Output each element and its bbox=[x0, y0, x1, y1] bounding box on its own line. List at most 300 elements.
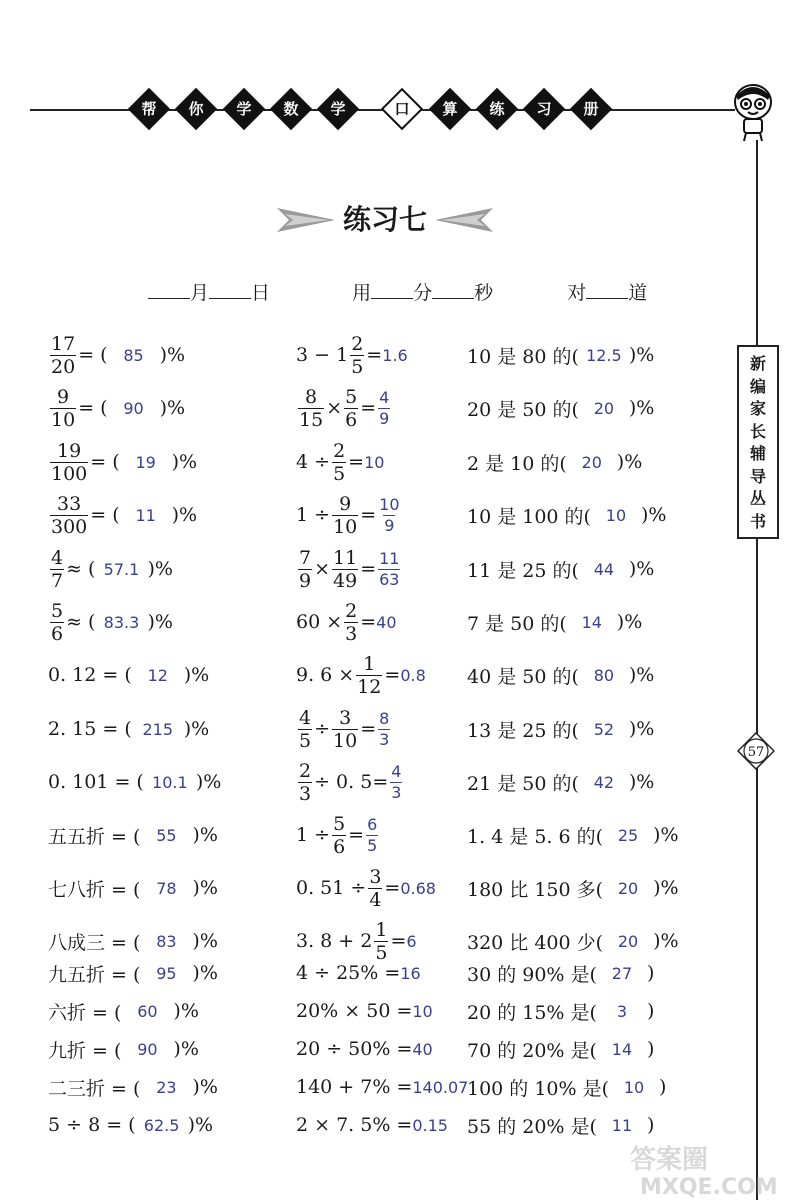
minute-label: 分 bbox=[413, 282, 433, 304]
equals-sign: = bbox=[360, 397, 377, 419]
expression: 六折 = ( bbox=[48, 1001, 122, 1024]
denominator: 9 bbox=[299, 569, 312, 592]
expression: 九折 = ( bbox=[48, 1039, 122, 1062]
exercise-col2-item bbox=[296, 756, 404, 808]
exercise-col3-item bbox=[467, 992, 654, 1030]
denominator: 49 bbox=[333, 569, 358, 592]
answer-blank[interactable]: 10.1 bbox=[152, 772, 188, 792]
answer-fraction bbox=[378, 388, 390, 429]
percent-paren: )% bbox=[192, 930, 218, 952]
exercise-col2-item bbox=[296, 596, 397, 648]
answer-value[interactable]: 40 bbox=[412, 1039, 433, 1059]
percent-paren: )% bbox=[147, 611, 173, 633]
answer-blank[interactable]: 95 bbox=[156, 963, 177, 983]
percent-paren: )% bbox=[192, 877, 218, 899]
book-series-char: 新 bbox=[749, 354, 766, 373]
numerator: 17 bbox=[51, 332, 76, 355]
equals-sign: = bbox=[348, 451, 365, 473]
numerator: 19 bbox=[57, 439, 82, 462]
answer-blank[interactable]: 10 bbox=[623, 1077, 645, 1097]
exercise-col2-item bbox=[296, 489, 403, 541]
percent-paren: )% bbox=[628, 771, 655, 793]
operator: × bbox=[314, 558, 331, 580]
equals-sign: = bbox=[372, 771, 389, 793]
expression: 5 ÷ 8 = ( bbox=[48, 1114, 136, 1136]
numerator: 3 bbox=[369, 865, 382, 888]
fraction bbox=[332, 493, 358, 538]
question-text: 20 是 50 的( bbox=[467, 398, 579, 421]
question-text: 180 比 150 多( bbox=[467, 878, 604, 901]
answer-blank[interactable]: 90 bbox=[137, 1039, 158, 1059]
denominator: 5 bbox=[375, 941, 388, 964]
answer-blank[interactable]: 44 bbox=[593, 559, 615, 579]
series-char: 册 bbox=[583, 100, 599, 118]
answer-blank[interactable]: 52 bbox=[593, 719, 615, 739]
month-blank[interactable] bbox=[148, 280, 190, 299]
question-text: 7 是 50 的( bbox=[467, 612, 567, 635]
fraction bbox=[368, 866, 382, 911]
question-text: 21 是 50 的( bbox=[467, 772, 579, 795]
answer-blank[interactable]: 20 bbox=[593, 398, 615, 418]
equals-sign: = bbox=[366, 344, 383, 366]
series-char: 学 bbox=[236, 100, 252, 118]
percent-paren: )% bbox=[616, 451, 643, 473]
equals-sign: = bbox=[384, 664, 401, 686]
cartoon-mascot-icon bbox=[728, 80, 778, 142]
equals-paren: = ( bbox=[90, 504, 120, 526]
percent-paren: )% bbox=[187, 1114, 214, 1136]
answer-value[interactable]: 16 bbox=[400, 963, 421, 983]
exercise-col3-item bbox=[467, 809, 679, 861]
exercise-col2-item bbox=[296, 862, 436, 914]
expression-prefix: 4 ÷ bbox=[296, 451, 331, 473]
fraction bbox=[332, 440, 346, 485]
exercise-col1-item bbox=[48, 756, 221, 808]
percent-paren: )% bbox=[159, 397, 186, 419]
exercise-col2-item bbox=[296, 382, 392, 434]
series-char: 你 bbox=[188, 100, 204, 118]
percent-paren: )% bbox=[192, 824, 218, 846]
percent-paren: )% bbox=[628, 397, 655, 419]
count-label: 道 bbox=[628, 282, 648, 304]
fraction bbox=[356, 653, 382, 698]
series-char-diamond bbox=[223, 88, 265, 130]
answer-denominator: 9 bbox=[384, 515, 395, 535]
fraction bbox=[344, 386, 358, 431]
exercise-col3-item bbox=[467, 954, 654, 992]
numerator: 2 bbox=[351, 332, 364, 355]
exercise-col2-item bbox=[296, 954, 421, 992]
operator: × bbox=[326, 397, 343, 419]
exercise-col2-item bbox=[296, 543, 402, 595]
denominator: 15 bbox=[299, 408, 324, 431]
series-char-diamond bbox=[523, 88, 565, 130]
percent-paren: )% bbox=[195, 771, 222, 793]
exercise-col3-item bbox=[467, 1068, 666, 1106]
watermark-logo bbox=[620, 1140, 790, 1200]
denominator: 20 bbox=[51, 355, 76, 378]
denominator: 6 bbox=[345, 408, 358, 431]
expression-prefix: 60 × bbox=[296, 611, 343, 633]
exercise-col1-item bbox=[48, 1068, 218, 1106]
denominator: 10 bbox=[51, 408, 76, 431]
percent-paren: )% bbox=[171, 504, 198, 526]
denominator: 100 bbox=[51, 462, 88, 485]
answer-blank[interactable]: 55 bbox=[156, 825, 177, 845]
answer-numerator: 4 bbox=[379, 387, 390, 407]
answer-denominator: 63 bbox=[379, 569, 400, 589]
percent-paren: )% bbox=[616, 611, 643, 633]
answer-blank[interactable]: 11 bbox=[611, 1115, 633, 1135]
exercise-col3-item bbox=[467, 1106, 654, 1144]
series-char-diamond bbox=[429, 88, 471, 130]
answer-fraction bbox=[390, 762, 402, 803]
answer-blank[interactable]: 14 bbox=[581, 612, 602, 632]
answer-blank[interactable]: 20 bbox=[617, 931, 639, 951]
question-text: 320 比 400 少( bbox=[467, 931, 604, 954]
denominator: 3 bbox=[299, 782, 312, 805]
fraction bbox=[50, 547, 64, 592]
expression-prefix: 1 ÷ bbox=[296, 504, 331, 526]
answer-blank[interactable]: 23 bbox=[156, 1077, 177, 1097]
answer-blank[interactable]: 20 bbox=[581, 452, 602, 472]
exercise-col3-item bbox=[467, 1030, 654, 1068]
percent-paren: )% bbox=[173, 1000, 199, 1022]
answer-value[interactable]: 1.6 bbox=[382, 345, 408, 365]
numerator: 7 bbox=[299, 546, 312, 569]
denominator: 12 bbox=[357, 675, 382, 698]
svg-text:答案圈: 答案圈 bbox=[630, 1145, 709, 1175]
answer-fraction bbox=[378, 709, 390, 750]
percent-paren: )% bbox=[628, 558, 655, 580]
expression-prefix: 3. 8 + 2 bbox=[296, 930, 373, 952]
numerator: 3 bbox=[339, 706, 352, 729]
percent-paren: )% bbox=[192, 962, 218, 984]
numerator: 5 bbox=[345, 385, 358, 408]
numerator: 4 bbox=[51, 546, 64, 569]
series-char-diamond bbox=[570, 88, 612, 130]
denominator: 300 bbox=[51, 515, 88, 538]
answer-value[interactable]: 0.8 bbox=[400, 665, 426, 685]
expression: 七八折 = ( bbox=[48, 878, 141, 901]
numerator: 1 bbox=[375, 918, 388, 941]
exercise-col1-item bbox=[48, 543, 173, 595]
answer-blank[interactable]: 12 bbox=[147, 665, 168, 685]
exercise-col3-item bbox=[467, 756, 654, 808]
exercise-col1-item bbox=[48, 436, 197, 488]
percent-paren: )% bbox=[183, 664, 210, 686]
answer-numerator: 6 bbox=[367, 814, 378, 834]
answer-value[interactable]: 0.68 bbox=[400, 878, 436, 898]
expression-prefix: 3 − 1 bbox=[296, 344, 349, 366]
answer-blank[interactable]: 10 bbox=[605, 505, 627, 525]
exercise-col3-item bbox=[467, 382, 654, 434]
book-series-char: 丛 bbox=[749, 489, 766, 508]
numerator: 33 bbox=[57, 492, 82, 515]
percent-paren: ) bbox=[646, 1114, 655, 1136]
equals-paren: ≈ ( bbox=[66, 558, 96, 580]
second-label: 秒 bbox=[474, 282, 494, 304]
percent-paren: )% bbox=[183, 718, 210, 740]
answer-blank[interactable]: 57.1 bbox=[103, 559, 140, 579]
percent-paren: )% bbox=[628, 664, 655, 686]
equals-sign: = bbox=[360, 718, 377, 740]
question-text: 10 是 80 的( bbox=[467, 345, 579, 368]
answer-fraction bbox=[366, 815, 378, 856]
expression: 0. 12 = ( bbox=[48, 664, 132, 686]
exercise-col3-item bbox=[467, 436, 642, 488]
percent-paren: )% bbox=[653, 877, 679, 899]
question-text: 10 是 100 的( bbox=[467, 505, 591, 528]
numerator: 5 bbox=[333, 812, 346, 835]
operator: ÷ 0. 5 bbox=[314, 771, 373, 793]
exercise-col2-item bbox=[296, 329, 408, 381]
answer-value[interactable]: 6 bbox=[406, 931, 417, 951]
equals-paren: = ( bbox=[90, 451, 120, 473]
series-char: 练 bbox=[489, 100, 505, 118]
series-char-diamond bbox=[175, 88, 217, 130]
percent-paren: ) bbox=[659, 1076, 667, 1098]
fraction bbox=[50, 440, 88, 485]
expression-prefix: 0. 51 ÷ bbox=[296, 877, 367, 899]
answer-value[interactable]: 10 bbox=[364, 452, 385, 472]
exercise-col1-item bbox=[48, 489, 197, 541]
percent-paren: )% bbox=[653, 824, 679, 846]
equals-paren: = ( bbox=[78, 344, 108, 366]
exercise-col3-item bbox=[467, 649, 654, 701]
exercise-col3-item bbox=[467, 862, 679, 914]
book-series-label bbox=[737, 345, 779, 539]
answer-blank[interactable]: 12.5 bbox=[586, 345, 622, 365]
day-blank[interactable] bbox=[209, 280, 251, 299]
denominator: 6 bbox=[51, 622, 64, 645]
answer-blank[interactable]: 60 bbox=[137, 1001, 158, 1021]
answer-denominator: 3 bbox=[391, 782, 402, 802]
denominator: 5 bbox=[299, 729, 312, 752]
answer-blank[interactable]: 25 bbox=[617, 825, 639, 845]
exercise-col1-item bbox=[48, 703, 209, 755]
series-char-diamond bbox=[476, 88, 518, 130]
answer-blank[interactable]: 83.3 bbox=[103, 612, 140, 632]
denominator: 7 bbox=[51, 569, 64, 592]
exercise-col3-item bbox=[467, 596, 642, 648]
exercise-col1-item bbox=[48, 1030, 199, 1068]
answer-denominator: 5 bbox=[367, 835, 378, 855]
exercise-col2-item bbox=[296, 1030, 433, 1068]
page-number: 57 bbox=[747, 745, 765, 760]
denominator: 10 bbox=[333, 515, 358, 538]
series-char-diamond bbox=[317, 88, 359, 130]
numerator: 9 bbox=[339, 492, 352, 515]
answer-blank[interactable]: 80 bbox=[593, 665, 615, 685]
percent-paren: )% bbox=[192, 1076, 218, 1098]
exercise-col2-item bbox=[296, 992, 433, 1030]
percent-paren: ) bbox=[646, 1000, 655, 1022]
answer-value[interactable]: 0.15 bbox=[412, 1115, 448, 1135]
answer-blank[interactable]: 83 bbox=[156, 931, 177, 951]
question-text: 55 的 20% 是( bbox=[467, 1115, 597, 1138]
question-text: 30 的 90% 是( bbox=[467, 963, 597, 986]
question-text: 11 是 25 的( bbox=[467, 559, 579, 582]
numerator: 9 bbox=[57, 385, 70, 408]
book-series-char: 家 bbox=[749, 399, 766, 418]
expression-prefix: 1 ÷ bbox=[296, 824, 331, 846]
percent-paren: )% bbox=[173, 1038, 199, 1060]
equals-sign: = bbox=[384, 877, 401, 899]
series-char: 算 bbox=[442, 100, 458, 118]
expression: 五五折 = ( bbox=[48, 825, 141, 848]
exercise-col1-item bbox=[48, 649, 209, 701]
percent-paren: ) bbox=[646, 1038, 655, 1060]
denominator: 6 bbox=[333, 835, 346, 858]
exercise-col1-item bbox=[48, 329, 185, 381]
numerator: 2 bbox=[345, 599, 358, 622]
expression: 八成三 = ( bbox=[48, 931, 141, 954]
exercise-col3-item bbox=[467, 543, 654, 595]
numerator: 5 bbox=[51, 599, 64, 622]
equals-sign: = bbox=[360, 558, 377, 580]
exercise-col2-item bbox=[296, 649, 426, 701]
exercise-col1-item bbox=[48, 954, 218, 992]
series-char: 口 bbox=[394, 100, 410, 118]
equals-sign: = bbox=[360, 611, 377, 633]
answer-blank[interactable]: 27 bbox=[611, 963, 633, 983]
series-char: 数 bbox=[283, 100, 299, 118]
denominator: 5 bbox=[333, 462, 346, 485]
minute-blank[interactable] bbox=[371, 280, 413, 299]
answer-blank[interactable]: 19 bbox=[135, 452, 156, 472]
answer-blank[interactable]: 90 bbox=[123, 398, 144, 418]
use-label: 用 bbox=[352, 282, 372, 304]
fraction bbox=[298, 386, 324, 431]
question-text: 100 的 10% 是( bbox=[467, 1077, 610, 1100]
question-text: 70 的 20% 是( bbox=[467, 1039, 597, 1062]
answer-value[interactable]: 140.07 bbox=[412, 1077, 469, 1097]
fraction bbox=[298, 760, 312, 805]
equals-paren: ≈ ( bbox=[66, 611, 96, 633]
exercise-col1-item bbox=[48, 862, 218, 914]
answer-numerator: 11 bbox=[379, 548, 400, 568]
fraction bbox=[332, 813, 346, 858]
equals-paren: = ( bbox=[78, 397, 108, 419]
fraction bbox=[298, 547, 312, 592]
series-char: 帮 bbox=[141, 100, 157, 118]
denominator: 3 bbox=[345, 622, 358, 645]
expression: 140 + 7% = bbox=[296, 1076, 413, 1098]
expression: 九五折 = ( bbox=[48, 963, 141, 986]
percent-paren: )% bbox=[147, 558, 173, 580]
second-blank[interactable] bbox=[432, 280, 474, 299]
svg-text:MXQE.COM: MXQE.COM bbox=[640, 1175, 778, 1200]
exercise-col3-item bbox=[467, 329, 654, 381]
answer-blank[interactable]: 42 bbox=[593, 772, 615, 792]
date-time-line bbox=[148, 278, 647, 305]
page-number-badge bbox=[737, 732, 775, 770]
book-series-char: 书 bbox=[749, 511, 766, 531]
answer-numerator: 4 bbox=[391, 761, 402, 781]
exercise-col1-item bbox=[48, 1106, 213, 1144]
answer-blank[interactable]: 85 bbox=[123, 345, 144, 365]
expression-prefix: 9. 6 × bbox=[296, 664, 355, 686]
numerator: 2 bbox=[299, 759, 312, 782]
numerator: 8 bbox=[305, 385, 318, 408]
fraction bbox=[50, 386, 76, 431]
percent-paren: )% bbox=[171, 451, 198, 473]
expression: 2 × 7. 5% = bbox=[296, 1114, 413, 1136]
answer-blank[interactable]: 14 bbox=[611, 1039, 633, 1059]
expression: 4 ÷ 25% = bbox=[296, 962, 401, 984]
series-char-diamond bbox=[381, 88, 423, 130]
correct-count-blank[interactable] bbox=[586, 280, 628, 299]
fraction bbox=[50, 600, 64, 645]
answer-value[interactable]: 40 bbox=[376, 612, 397, 632]
percent-paren: )% bbox=[640, 504, 667, 526]
expression: 0. 101 = ( bbox=[48, 771, 144, 793]
denominator: 4 bbox=[369, 888, 382, 911]
percent-paren: )% bbox=[628, 718, 655, 740]
answer-blank[interactable]: 20 bbox=[617, 878, 639, 898]
book-series-char: 导 bbox=[749, 466, 766, 486]
numerator: 4 bbox=[299, 706, 312, 729]
answer-blank[interactable]: 11 bbox=[135, 505, 156, 525]
question-text: 1. 4 是 5. 6 的( bbox=[467, 825, 604, 848]
book-series-char: 编 bbox=[749, 376, 766, 396]
fraction bbox=[50, 493, 88, 538]
question-text: 40 是 50 的( bbox=[467, 665, 579, 688]
percent-paren: )% bbox=[653, 930, 679, 952]
series-char-diamond bbox=[270, 88, 312, 130]
fraction bbox=[332, 707, 358, 752]
denominator: 5 bbox=[351, 355, 364, 378]
numerator: 1 bbox=[363, 652, 376, 675]
operator: ÷ bbox=[314, 718, 331, 740]
answer-blank[interactable]: 78 bbox=[156, 878, 177, 898]
denominator: 10 bbox=[333, 729, 358, 752]
answer-denominator: 9 bbox=[379, 408, 390, 428]
equals-sign: = bbox=[390, 930, 407, 952]
exercise-col2-item bbox=[296, 809, 380, 861]
question-text: 2 是 10 的( bbox=[467, 452, 567, 475]
question-text: 20 的 15% 是( bbox=[467, 1001, 597, 1024]
answer-value[interactable]: 10 bbox=[412, 1001, 433, 1021]
fraction bbox=[350, 333, 364, 378]
numerator: 2 bbox=[333, 439, 346, 462]
month-label: 月 bbox=[190, 282, 210, 304]
series-char: 学 bbox=[330, 100, 346, 118]
fraction bbox=[332, 547, 358, 592]
answer-blank[interactable]: 215 bbox=[142, 719, 174, 739]
book-series-char: 长 bbox=[749, 421, 766, 441]
answer-fraction bbox=[378, 495, 400, 536]
exercise-col3-item bbox=[467, 703, 654, 755]
question-text: 13 是 25 的( bbox=[467, 719, 579, 742]
fraction bbox=[50, 333, 76, 378]
fraction bbox=[344, 600, 358, 645]
numerator: 11 bbox=[333, 546, 358, 569]
percent-paren: )% bbox=[628, 344, 655, 366]
answer-denominator: 3 bbox=[379, 729, 390, 749]
answer-blank[interactable]: 62.5 bbox=[143, 1115, 180, 1135]
answer-blank[interactable]: 3 bbox=[616, 1001, 628, 1021]
exercise-col1-item bbox=[48, 382, 185, 434]
answer-numerator: 8 bbox=[379, 708, 390, 728]
series-char: 习 bbox=[536, 100, 552, 118]
exercise-title: 练习七 bbox=[342, 203, 427, 236]
day-label: 日 bbox=[251, 282, 271, 304]
fraction bbox=[298, 707, 312, 752]
exercise-col1-item bbox=[48, 809, 218, 861]
exercise-col2-item bbox=[296, 703, 392, 755]
